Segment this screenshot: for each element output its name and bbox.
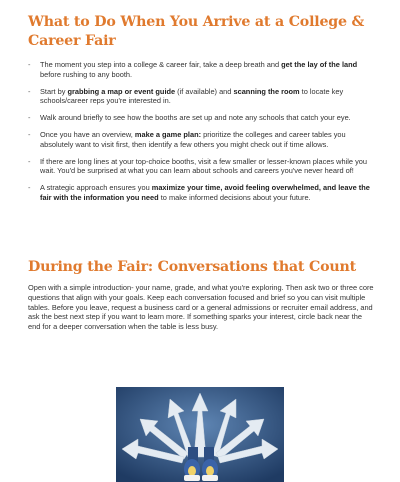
tip-text: Once you have an overview, — [40, 129, 135, 139]
arrival-tip-item — [28, 113, 374, 123]
tip-text: If there are long lines at your top-choice booths, visit a few smaller or lesser-known places while you wait. You'd be surprised at what you can learn about schools and careers you've never heard of! — [40, 156, 367, 176]
bullet-marker: - — [28, 113, 31, 123]
tip-text: Start by — [40, 86, 68, 96]
arrival-tip-item — [28, 60, 374, 80]
emphasis-text: scanning the room — [233, 86, 300, 96]
bullet-marker: - — [28, 60, 31, 69]
tip-text: to make informed decisions about your future. — [158, 192, 311, 202]
section-title-arrival: What to Do When You Arrive at a College & Career Fair — [28, 14, 365, 49]
arrival-tip-item — [28, 87, 374, 107]
arrival-tips-list — [28, 60, 374, 210]
bullet-marker: - — [28, 129, 31, 139]
tip-text: A strategic approach ensures you — [40, 183, 152, 193]
tip-text: (if available) and — [175, 86, 234, 96]
emphasis-text: make a game plan: — [134, 129, 202, 139]
during-fair-paragraph: Open with a simple introduction- your name, grade, and what you're exploring. Then ask two or three core questions that align with your goals. Keep each conversation focused and brief so you can visit multiple tables. Before you leave, request a business card or a general admissions or recruiter email address, and ask the best next step if you want to learn more. If something sparks your interest, circle back near the end for a deeper conversation when the table is less busy. — [28, 283, 374, 332]
tip-text: to locate key schools/career reps you're interested in. — [40, 86, 344, 106]
bullet-marker: - — [28, 156, 31, 166]
emphasis-text: get the lay of the land — [281, 60, 358, 69]
section-title-during-fair: During the Fair: Conversations that Count — [28, 259, 356, 275]
tip-text: The moment you step into a college & career fair, take a deep breath and — [40, 60, 282, 69]
tip-text: before rushing to any booth. — [40, 69, 133, 79]
emphasis-text: maximize your time, avoid feeling overwhelmed, and leave the fair with the information you need — [40, 183, 370, 202]
emphasis-text: grabbing a map or event guide — [67, 86, 176, 96]
arrows-illustration — [116, 387, 284, 482]
tip-text: Walk around briefly to see how the booths are set up and note any schools that catch your eye. — [40, 113, 351, 123]
arrival-tip-item — [28, 183, 374, 203]
tip-text: prioritize the colleges and career tables you absolutely want to visit first, then identify a few others you might check out if time allows. — [40, 129, 346, 149]
arrival-tip-item — [28, 157, 374, 177]
arrows-photo — [116, 387, 284, 482]
arrival-tip-item — [28, 130, 374, 150]
bullet-marker: - — [28, 183, 31, 193]
bullet-marker: - — [28, 86, 31, 96]
